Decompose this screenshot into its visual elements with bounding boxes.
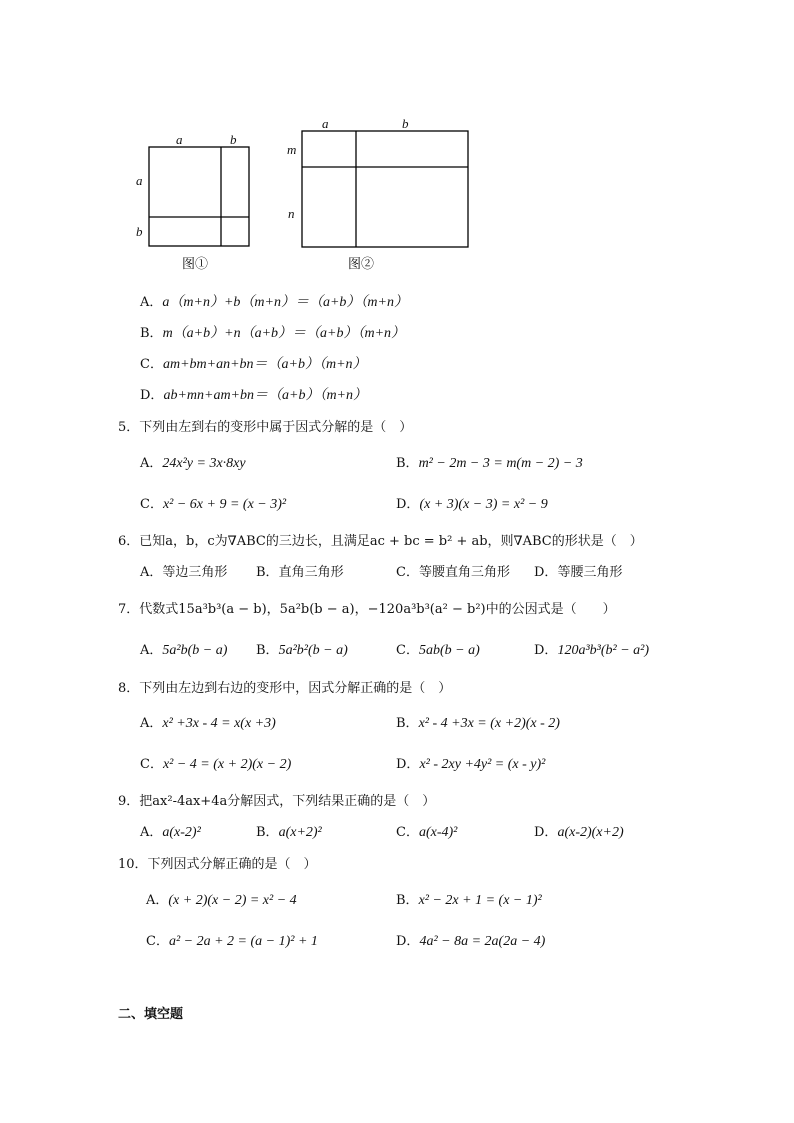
q5-option-d: D．(x + 3)(x − 3) = x² − 9 (396, 497, 548, 512)
q9-option-c: C．a(x-4)² (396, 825, 458, 840)
q5-option-a: A．24x²y = 3x·8xy (140, 456, 246, 471)
q4-option-d: D．ab+mn+am+bn＝（a+b）（m+n） (140, 388, 368, 403)
q8-stem: 8．下列由左边到右边的变形中，因式分解正确的是（ ） (118, 681, 452, 696)
q5-stem: 5．下列由左到右的变形中属于因式分解的是（ ） (118, 420, 413, 435)
q9-option-a: A．a(x-2)² (140, 825, 201, 840)
q4-option-b: B．m（a+b）+n（a+b）＝（a+b）（m+n） (140, 326, 406, 341)
fig1-top-a: a (176, 132, 183, 147)
q7-stem: 7．代数式15a³b³(a − b)，5a²b(b − a)，−120a³b³(a² − b²)中的公因式是（ ） (118, 602, 616, 617)
figure-2 (295, 125, 475, 253)
fig1-caption: 图① (182, 257, 209, 272)
q8-option-d: D．x² - 2xy +4y² = (x - y)² (396, 757, 546, 772)
q9-stem: 9．把ax²-4ax+4a分解因式，下列结果正确的是（ ） (118, 794, 436, 809)
q5-option-c: C．x² − 6x + 9 = (x − 3)² (140, 497, 287, 512)
q7-option-a: A．5a²b(b − a) (140, 643, 228, 658)
fig1-left-b: b (136, 224, 143, 239)
fig2-caption: 图② (348, 257, 375, 272)
q6-option-b: B．直角三角形 (256, 565, 344, 580)
q8-option-a: A．x² +3x - 4 = x(x +3) (140, 716, 276, 731)
section-title: 二、填空题 (118, 1007, 184, 1022)
q9-option-b: B．a(x+2)² (256, 825, 322, 840)
q4-option-c: C．am+bm+an+bn＝（a+b）（m+n） (140, 357, 367, 372)
fig1-left-a: a (136, 173, 143, 188)
fig2-left-n: n (288, 206, 295, 221)
q6-option-c: C．等腰直角三角形 (396, 565, 510, 580)
q8-option-b: B．x² - 4 +3x = (x +2)(x - 2) (396, 716, 560, 731)
figure-1 (140, 140, 260, 252)
q6-option-d: D．等腰三角形 (534, 565, 623, 580)
q5-option-b: B．m² − 2m − 3 = m(m − 2) − 3 (396, 456, 583, 471)
q7-option-d: D．120a³b³(b² − a²) (534, 643, 649, 658)
q8-option-c: C．x² − 4 = (x + 2)(x − 2) (140, 757, 292, 772)
q6-option-a: A．等边三角形 (140, 565, 228, 580)
q7-option-c: C．5ab(b − a) (396, 643, 480, 658)
fig2-left-m: m (287, 142, 297, 157)
q10-option-d: D．4a² − 8a = 2a(2a − 4) (396, 934, 546, 949)
q10-option-b: B．x² − 2x + 1 = (x − 1)² (396, 893, 542, 908)
q7-option-b: B．5a²b²(b − a) (256, 643, 348, 658)
q6-stem: 6．已知a，b，c为∇ABC的三边长，且满足ac + bc = b² + ab，则∇ABC的形状是（ ） (118, 534, 643, 549)
fig2-top-b: b (402, 116, 409, 131)
q4-option-a: A．a（m+n）+b（m+n）＝（a+b）（m+n） (140, 295, 408, 310)
fig1-top-b: b (230, 132, 237, 147)
q10-option-c: C．a² − 2a + 2 = (a − 1)² + 1 (146, 934, 318, 949)
q10-stem: 10．下列因式分解正确的是（ ） (118, 857, 317, 872)
q10-option-a: A．(x + 2)(x − 2) = x² − 4 (146, 893, 297, 908)
q9-option-d: D．a(x-2)(x+2) (534, 825, 624, 840)
fig2-top-a: a (322, 116, 329, 131)
